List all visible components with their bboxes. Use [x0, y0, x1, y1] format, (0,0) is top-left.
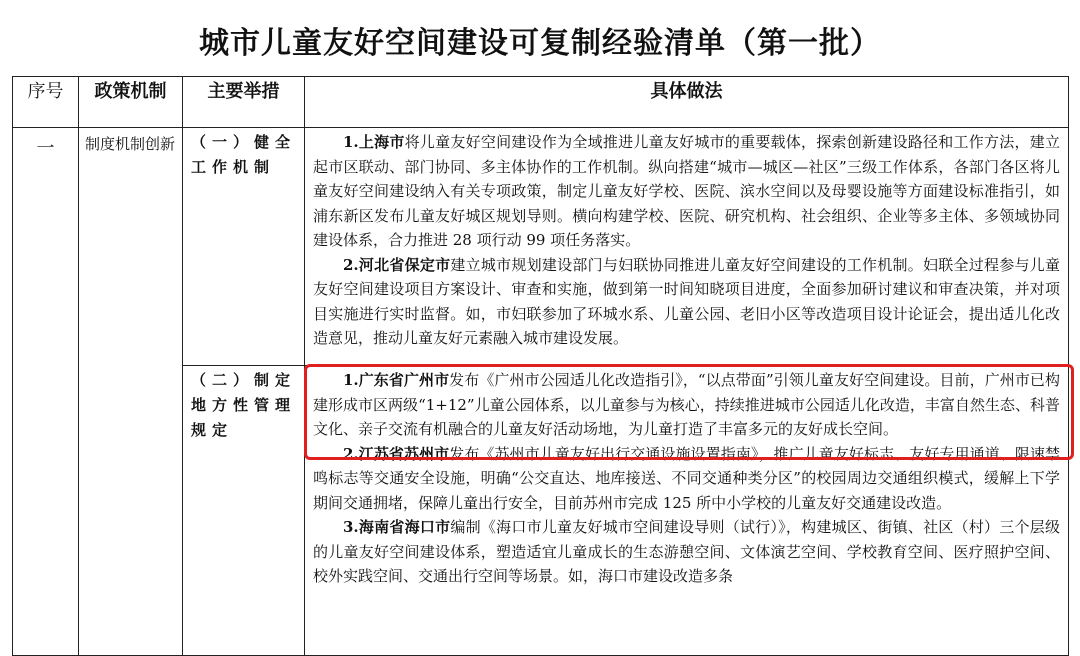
- row-measure-2: （二）制定地方性管理规定: [183, 366, 305, 656]
- detail-item: 2.河北省保定市建立城市规划建设部门与妇联协同推进儿童友好空间建设的工作机制。妇联全过程参与儿童友好空间建设项目方案设计、审查和实施，做到第一时间知晓项目进度，全面参加研讨建议和审查决策，并对项目实施进行实时监督。如，市妇联参加了环城水系、儿童公园、老旧小区等改造项目设计论证会，提出适儿化改造意见，推动儿童友好元素融入城市建设发展。: [313, 255, 1060, 347]
- row-policy: 制度机制创新: [79, 128, 183, 656]
- row-measure-1: （一）健全工作机制: [183, 128, 305, 366]
- detail-item: 2.江苏省苏州市发布《苏州市儿童友好出行交通设施设置指南》，推广儿童友好标志、友好专用通道、限速禁鸣标志等交通安全设施，明确“公交直达、地库接送、不同交通种类分区”的校园周边交通组织模式，缓解上下学期间交通拥堵，保障儿童出行安全，目前苏州市完成 125 所中小学校的儿童友好交通建设改造。: [313, 444, 1060, 512]
- header-serial: 序号: [13, 77, 79, 128]
- detail-item: 3.海南省海口市编制《海口市儿童友好城市空间建设导则（试行）》，构建城区、街镇、社区（村）三个层级的儿童友好空间建设体系，塑造适宜儿童成长的生态游憩空间、文体演艺空间、学校教育空间、医疗照护空间、校外实践空间、交通出行空间等场景。如，海口市建设改造多条: [313, 518, 1060, 585]
- detail-cell-1: [305, 128, 1069, 366]
- document-title: 城市儿童友好空间建设可复制经验清单（第一批）: [199, 26, 881, 61]
- experience-table: [12, 76, 1069, 656]
- header-measure: 主要举措: [183, 77, 305, 128]
- row-serial: 一: [13, 128, 79, 656]
- detail-item: 1.广东省广州市发布《广州市公园适儿化改造指引》，“以点带面”引领儿童友好空间建设。目前，广州市已构建形成市区两级“1+12”儿童公园体系，以儿童参与为核心，持续推进城市公园适儿化改造，丰富自然生态、科普文化、亲子交流有机融合的儿童友好活动场地，为儿童打造了丰富多元的友好成长空间。: [313, 371, 1060, 438]
- table-header-row: [13, 77, 1069, 128]
- table-row: [13, 128, 1069, 366]
- header-policy: 政策机制: [79, 77, 183, 128]
- detail-cell-2: [305, 366, 1069, 656]
- header-detail: 具体做法: [305, 77, 1069, 128]
- detail-item: 1.上海市将儿童友好空间建设作为全域推进儿童友好城市的重要载体，探索创新建设路径和工作方法，建立起市区联动、部门协同、多主体协作的工作机制。纵向搭建“城市—城区—社区”三级工作体系，各部门各区将儿童友好空间建设纳入有关专项政策，制定儿童友好学校、医院、滨水空间以及母婴设施等方面建设标准指引，如浦东新区发布儿童友好城区规划导则。横向构建学校、医院、研究机构、社会组织、企业等多主体、多领域协同建设体系，合力推进 28 项行动 99 项任务落实。: [313, 133, 1060, 249]
